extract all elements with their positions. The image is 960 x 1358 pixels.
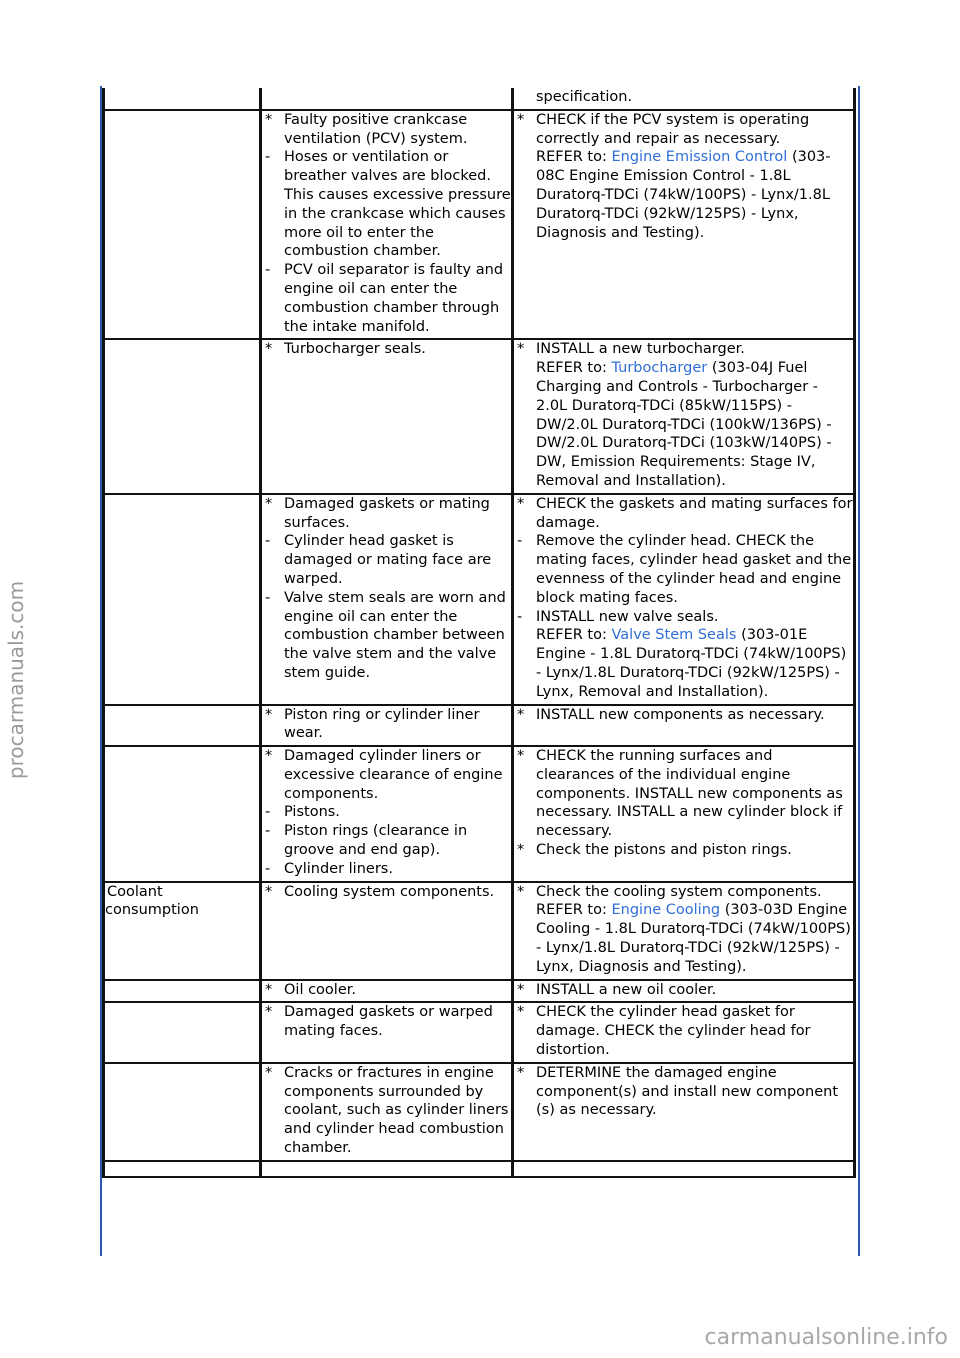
action-item bbox=[514, 495, 853, 533]
cause-item bbox=[262, 747, 511, 803]
reference-text: (303-08C Engine Emission Control - 1.8L Duratorq-TDCi (74kW/100PS) - Lynx/1.8L Duratorq-TDCi (92kW/125PS) - Lynx, Diagnosis and Testing). bbox=[536, 149, 831, 241]
condition-cell bbox=[104, 88, 261, 110]
reference-link[interactable]: Engine Emission Control bbox=[611, 149, 788, 166]
table-body bbox=[104, 88, 855, 1177]
table-row bbox=[104, 1063, 855, 1161]
action-cell bbox=[513, 1002, 855, 1062]
cause-text: Pistons. bbox=[284, 804, 340, 821]
bullet-mark: * bbox=[517, 111, 525, 128]
action-cell bbox=[513, 110, 855, 340]
refer-label: REFER to: bbox=[536, 149, 607, 166]
action-cell bbox=[513, 339, 855, 493]
bullet-mark: - bbox=[265, 823, 271, 840]
cause-item bbox=[262, 148, 511, 261]
table-row bbox=[104, 980, 855, 1003]
table-row bbox=[104, 110, 855, 340]
table-row bbox=[104, 1002, 855, 1062]
condition-label: Coolant consumption bbox=[105, 883, 199, 919]
troubleshooting-table bbox=[102, 88, 856, 1178]
cause-cell bbox=[261, 1063, 513, 1161]
cause-item bbox=[262, 706, 511, 744]
condition-cell bbox=[104, 339, 261, 493]
cause-item bbox=[262, 860, 511, 879]
bullet-mark: * bbox=[517, 495, 525, 512]
cause-text: Damaged gaskets or mating surfaces. bbox=[284, 495, 490, 531]
cause-text: Cylinder head gasket is damaged or mating face are warped. bbox=[284, 533, 492, 587]
cause-item bbox=[262, 1064, 511, 1158]
action-text: CHECK if the PCV system is operating correctly and repair as necessary. bbox=[536, 111, 810, 147]
cause-cell bbox=[261, 110, 513, 340]
bullet-mark: - bbox=[265, 533, 271, 550]
action-cell bbox=[513, 88, 855, 110]
cause-cell bbox=[261, 339, 513, 493]
condition-cell bbox=[104, 1063, 261, 1161]
cause-item bbox=[262, 589, 511, 683]
cause-item bbox=[262, 495, 511, 533]
action-text: Remove the cylinder head. CHECK the mating faces, cylinder head gasket and the evenness of the cylinder head and engine block mating faces. bbox=[536, 533, 852, 606]
bullet-mark: * bbox=[265, 706, 273, 723]
cause-item bbox=[262, 981, 511, 1000]
table-row bbox=[104, 494, 855, 705]
bullet-mark: * bbox=[517, 883, 525, 900]
action-text: INSTALL a new turbocharger. bbox=[536, 341, 745, 358]
bullet-mark: * bbox=[517, 1064, 525, 1081]
bullet-mark: - bbox=[265, 262, 271, 279]
cause-text: Hoses or ventilation or breather valves are blocked. This causes excessive pressure in the crankcase which causes more oil to enter the combustion chamber. bbox=[284, 149, 511, 260]
side-watermark: procarmanuals.com bbox=[4, 580, 28, 780]
cause-item bbox=[262, 822, 511, 860]
cause-text: Turbocharger seals. bbox=[284, 341, 426, 358]
action-cell bbox=[513, 1063, 855, 1161]
reference-text: (303-01E Engine - 1.8L Duratorq-TDCi (74kW/100PS) - Lynx/1.8L Duratorq-TDCi (92kW/125PS) - Lynx, Removal and Installation). bbox=[536, 627, 847, 700]
action-item bbox=[514, 747, 853, 841]
action-item bbox=[514, 608, 853, 702]
action-text: Check the pistons and piston rings. bbox=[536, 842, 792, 859]
action-text: INSTALL new components as necessary. bbox=[536, 706, 825, 723]
reference-link[interactable]: Engine Cooling bbox=[611, 902, 721, 919]
cause-item bbox=[262, 261, 511, 336]
bullet-mark: * bbox=[517, 748, 525, 765]
action-cell bbox=[513, 746, 855, 882]
action-text: Check the cooling system components. bbox=[536, 883, 822, 900]
action-item bbox=[514, 111, 853, 243]
refer-label: REFER to: bbox=[536, 902, 607, 919]
empty-cell bbox=[261, 1161, 513, 1177]
cause-item bbox=[262, 532, 511, 588]
table-row bbox=[104, 705, 855, 747]
condition-cell bbox=[104, 746, 261, 882]
cause-cell bbox=[261, 494, 513, 705]
bullet-mark: * bbox=[517, 341, 525, 358]
cause-text: Oil cooler. bbox=[284, 981, 356, 998]
action-item bbox=[514, 532, 853, 607]
condition-cell bbox=[104, 494, 261, 705]
condition-cell bbox=[104, 1002, 261, 1062]
bullet-mark: * bbox=[265, 883, 273, 900]
action-item bbox=[514, 883, 853, 977]
cause-item bbox=[262, 883, 511, 902]
bullet-mark: * bbox=[517, 842, 525, 859]
refer-label: REFER to: bbox=[536, 627, 607, 644]
cause-cell bbox=[261, 980, 513, 1003]
bullet-mark: * bbox=[517, 706, 525, 723]
cause-cell bbox=[261, 88, 513, 110]
cause-text: Piston rings (clearance in groove and end gap). bbox=[284, 823, 468, 859]
empty-cell bbox=[513, 1161, 855, 1177]
condition-cell bbox=[104, 980, 261, 1003]
action-cell bbox=[513, 980, 855, 1003]
cause-text: Damaged cylinder liners or excessive clearance of engine components. bbox=[284, 748, 503, 802]
table-end-row bbox=[104, 1161, 855, 1177]
bullet-mark: - bbox=[265, 589, 271, 606]
bullet-mark: * bbox=[265, 981, 273, 998]
bullet-mark: * bbox=[265, 1064, 273, 1081]
action-text: DETERMINE the damaged engine component(s) and install new component (s) as necessary. bbox=[536, 1064, 839, 1119]
action-item bbox=[514, 841, 853, 860]
condition-cell bbox=[104, 882, 261, 980]
action-item bbox=[514, 1003, 853, 1059]
bullet-mark: - bbox=[517, 608, 523, 625]
bullet-mark: * bbox=[265, 341, 273, 358]
bullet-mark: * bbox=[265, 111, 273, 128]
action-text: CHECK the gaskets and mating surfaces for damage. bbox=[536, 495, 853, 531]
action-cell bbox=[513, 705, 855, 747]
cause-item bbox=[262, 1003, 511, 1041]
cause-cell bbox=[261, 746, 513, 882]
action-item bbox=[514, 88, 853, 107]
action-text: INSTALL new valve seals. bbox=[536, 608, 719, 625]
cause-text: Cracks or fractures in engine components surrounded by coolant, such as cylinder liners and cylinder head combustion chamber. bbox=[284, 1064, 509, 1157]
bottom-watermark: carmanualsonline.info bbox=[704, 1325, 948, 1350]
bullet-mark: - bbox=[517, 533, 523, 550]
cause-cell bbox=[261, 882, 513, 980]
bullet-mark: - bbox=[265, 860, 271, 877]
bullet-mark: * bbox=[517, 981, 525, 998]
bullet-mark: * bbox=[265, 748, 273, 765]
action-item bbox=[514, 981, 853, 1000]
cause-text: Cooling system components. bbox=[284, 883, 495, 900]
action-text: INSTALL a new oil cooler. bbox=[536, 981, 717, 998]
cause-item bbox=[262, 340, 511, 359]
reference-text: (303-04J Fuel Charging and Controls - Turbocharger - 2.0L Duratorq-TDCi (85kW/115PS) - DW/2.0L Duratorq-TDCi (100kW/136PS) - DW/2.0L Duratorq-TDCi (103kW/140PS) - DW, Emission Requirements: Stage IV, Removal and Installation). bbox=[536, 360, 832, 489]
cause-text: Faulty positive crankcase ventilation (PCV) system. bbox=[284, 111, 468, 147]
action-item bbox=[514, 340, 853, 490]
cause-text: Damaged gaskets or warped mating faces. bbox=[284, 1004, 493, 1040]
table-row bbox=[104, 746, 855, 882]
empty-cell bbox=[104, 1161, 261, 1177]
reference-link[interactable]: Turbocharger bbox=[611, 360, 708, 377]
condition-cell bbox=[104, 110, 261, 340]
cause-cell bbox=[261, 1002, 513, 1062]
bullet-mark: - bbox=[265, 149, 271, 166]
bullet-mark: * bbox=[265, 1004, 273, 1021]
bullet-mark: * bbox=[265, 495, 273, 512]
reference-link[interactable]: Valve Stem Seals bbox=[611, 627, 737, 644]
bullet-mark: * bbox=[517, 1004, 525, 1021]
action-text: specification. bbox=[536, 89, 633, 105]
cause-text: Piston ring or cylinder liner wear. bbox=[284, 706, 480, 742]
table-row bbox=[104, 88, 855, 110]
cause-text: Cylinder liners. bbox=[284, 860, 393, 877]
cause-text: Valve stem seals are worn and engine oil can enter the combustion chamber between the valve stem and the valve stem guide. bbox=[284, 589, 506, 681]
bullet-mark: - bbox=[265, 804, 271, 821]
cause-text: PCV oil separator is faulty and engine oil can enter the combustion chamber through the intake manifold. bbox=[284, 262, 504, 335]
action-item bbox=[514, 1064, 853, 1120]
cause-item bbox=[262, 803, 511, 822]
cause-item bbox=[262, 111, 511, 149]
table-row bbox=[104, 339, 855, 493]
cause-cell bbox=[261, 705, 513, 747]
refer-label: REFER to: bbox=[536, 360, 607, 377]
reference-text: (303-03D Engine Cooling - 1.8L Duratorq-TDCi (74kW/100PS) - Lynx/1.8L Duratorq-TDCi (92kW/125PS) - Lynx, Diagnosis and Testing). bbox=[536, 902, 851, 975]
condition-cell bbox=[104, 705, 261, 747]
action-item bbox=[514, 706, 853, 725]
action-text: CHECK the running surfaces and clearances of the individual engine components. INSTALL new components as necessary. INSTALL a new cylinder block if necessary. bbox=[536, 748, 843, 840]
action-text: CHECK the cylinder head gasket for damage. CHECK the cylinder head for distortion. bbox=[536, 1004, 811, 1059]
action-cell bbox=[513, 494, 855, 705]
table-row bbox=[104, 882, 855, 980]
action-cell bbox=[513, 882, 855, 980]
frame-line-right bbox=[858, 86, 860, 1256]
